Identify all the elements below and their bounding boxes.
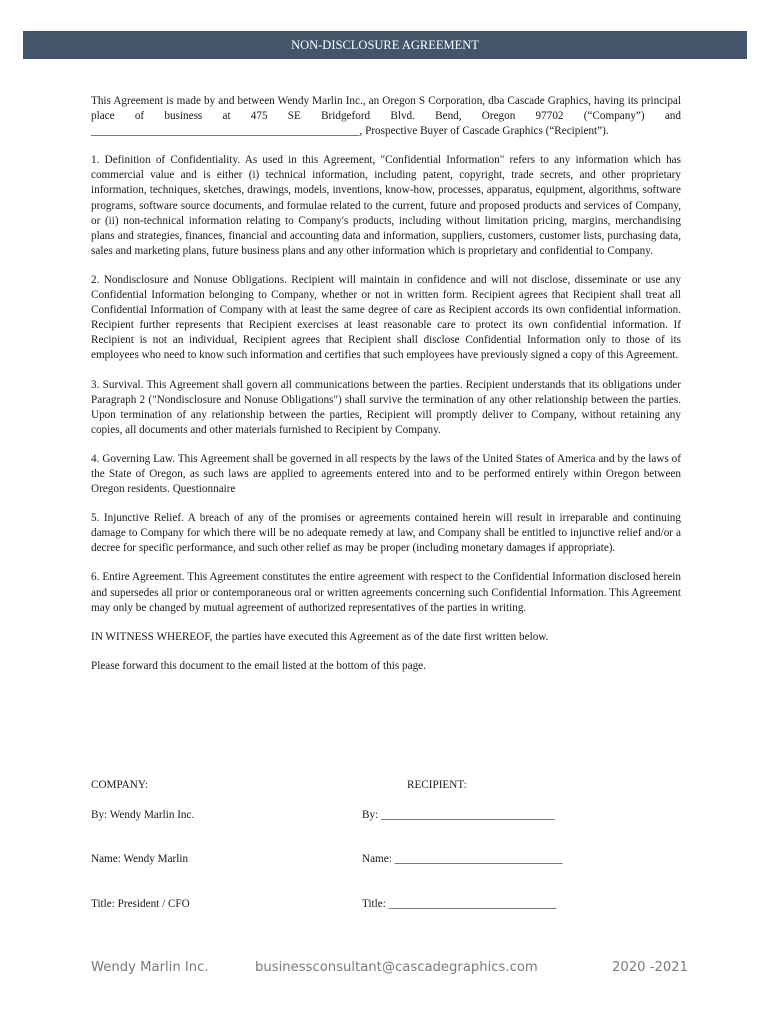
company-name: Name: Wendy Marlin — [91, 853, 189, 865]
recipient-by-field[interactable]: By: _______________________________ — [362, 809, 555, 821]
witness-statement: IN WITNESS WHEREOF, the parties have executed this Agreement as of the date first written below. — [91, 630, 549, 643]
company-title: Title: President / CFO — [91, 898, 190, 910]
company-heading: COMPANY: — [91, 779, 149, 791]
document-header-bar — [23, 31, 747, 59]
section-injunctive-relief: 5. Injunctive Relief. A breach of any of the promises or agreements contained herein will result in irreparable and continuing damage to Company for which there will be no adequate remedy at law, and Company shall be entitled to injunctive relief and/or a decree for specific performance, and such other relief as may be proper (including monetary damages if appropriate). — [91, 512, 681, 555]
recipient-heading: RECIPIENT: — [407, 779, 467, 791]
section-entire-agreement: 6. Entire Agreement. This Agreement constitutes the entire agreement with respect to the Confidential Information disclosed herein and supersedes all prior or contemporaneous oral or written agreements concerning such Confidential Information. This Agreement may only be changed by mutual agreement of authorized representatives of the parties in writing. — [91, 571, 681, 614]
forward-instruction: Please forward this document to the email listed at the bottom of this page. — [91, 659, 426, 672]
agreement-body — [91, 94, 681, 688]
company-by: By: Wendy Marlin Inc. — [91, 809, 195, 821]
footer-email: businessconsultant@cascadegraphics.com — [255, 960, 538, 975]
section-survival: 3. Survival. This Agreement shall govern all communications between the parties. Recipient understands that its obligations under Paragraph 2 ("Nondisclosure and Nonuse Obligations") shall survive the termination of any other relationship between the parties. Upon termination of any relationship between the parties, Recipient will promptly deliver to Company, without retaining any copies, all documents and other materials furnished to Recipient by Company. — [91, 378, 681, 436]
intro-paragraph: This Agreement is made by and between Wendy Marlin Inc., an Oregon S Corporation, dba Cascade Graphics, having its principal place of business at 475 SE Bridgeford Blvd. Bend, Oregon 97702 (“Company”) and ________________________________________________, Prospective Buyer of Cascade Graphics (“Recipient”). — [91, 95, 681, 138]
section-definition: 1. Definition of Confidentiality. As used in this Agreement, "Confidential Information" refers to any information which has commercial value and is either (i) technical information, including patent, copyright, trade secrets, and other proprietary information, techniques, sketches, drawings, models, inventions, know-how, processes, apparatus, equipment, algorithms, software programs, software source documents, and formulae related to the current, future and proposed products and services of Company, or (ii) non-technical information relating to Company's products, including without limitation pricing, margins, merchandising plans and strategies, finances, financial and accounting data and information, suppliers, customers, customer lists, purchasing data, sales and marketing plans, future business plans and any other information which is proprietary and confidential to Company. — [91, 154, 681, 257]
document-title: NON-DISCLOSURE AGREEMENT — [291, 37, 479, 52]
section-nondisclosure: 2. Nondisclosure and Nonuse Obligations. Recipient will maintain in confidence and will not disclose, disseminate or use any Confidential Information belonging to Company, whether or not in written form. Recipient agrees that Recipient shall treat all Confidential Information of Company with at least the same degree of care as Recipient accords its own confidential information. Recipient further represents that Recipient exercises at least reasonable care to protect its own confidential information. If Recipient is not an individual, Recipient agrees that Recipient shall disclose Confidential Information only to those of its employees who need to know such information and certifies that such employees have previously signed a copy of this Agreement. — [91, 273, 681, 362]
footer-years: 2020 -2021 — [612, 960, 689, 975]
recipient-name-field[interactable]: Name: ______________________________ — [362, 853, 563, 865]
section-governing-law: 4. Governing Law. This Agreement shall be governed in all respects by the laws of the United States of America and by the laws of the State of Oregon, as such laws are applied to agreements entered into and to be performed entirely within Oregon between Oregon residents. Questionnaire — [91, 452, 681, 496]
recipient-title-field[interactable]: Title: ______________________________ — [362, 898, 557, 910]
footer-company: Wendy Marlin Inc. — [91, 960, 209, 975]
